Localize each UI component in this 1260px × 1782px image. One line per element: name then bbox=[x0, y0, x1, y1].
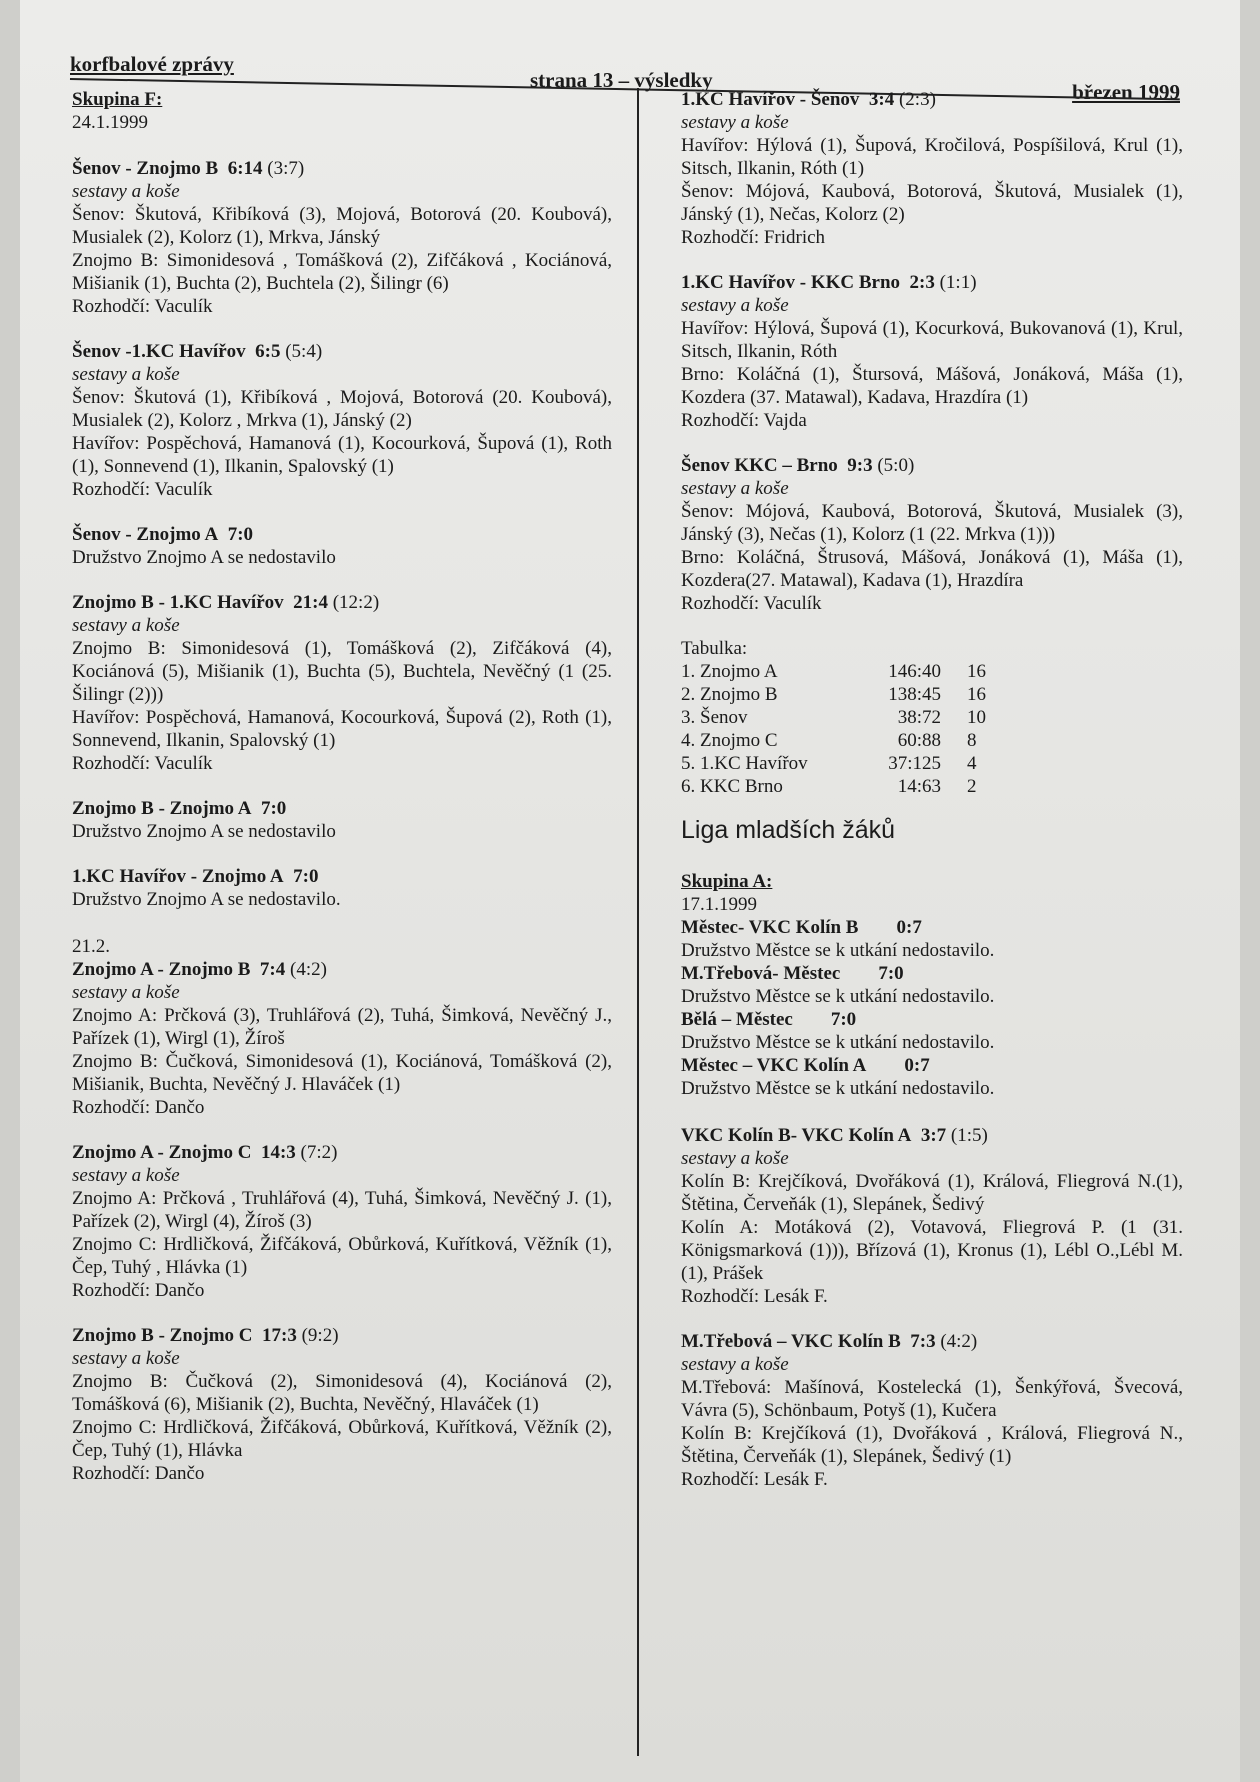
match-report bbox=[681, 1124, 1183, 1308]
lineup-line: Rozhodčí: Vaculík bbox=[72, 479, 213, 500]
match-teams: Městec- VKC Kolín B bbox=[681, 917, 859, 938]
match-title bbox=[681, 1124, 1183, 1147]
match-report bbox=[681, 454, 1183, 615]
match-subtitle: sestavy a koše bbox=[681, 112, 789, 133]
match-title bbox=[681, 1330, 1183, 1353]
forfeit-title bbox=[681, 1054, 1183, 1077]
standings-team: 4. Znojmo C bbox=[681, 730, 778, 751]
standings-points: 2 bbox=[967, 776, 977, 797]
lineup-line: Šenov: Mójová, Kaubová, Botorová, Škutová, Musialek (3), Jánský (3), Nečas (1), Kolorz (1 (22. Mrkva (1))) bbox=[681, 501, 1183, 545]
match-teams: 1.KC Havířov - KKC Brno bbox=[681, 272, 901, 293]
match-score: 7:4 bbox=[259, 959, 286, 980]
match-score: 7:3 bbox=[910, 1331, 936, 1352]
match-score: 7:0 bbox=[830, 1009, 857, 1030]
standings-team: 1. Znojmo A bbox=[681, 661, 778, 682]
forfeit-note: Družstvo Městce se k utkání nedostavilo. bbox=[681, 940, 995, 961]
lineup-line: Havířov: Pospěchová, Hamanová, Kocourková, Šupová (2), Roth (1), Sonnevend, Ilkanin, Spalovský (1) bbox=[72, 707, 612, 751]
match-title bbox=[72, 865, 612, 888]
standings-score: 14:63 bbox=[897, 776, 941, 797]
group-title: Skupina F: bbox=[72, 89, 163, 110]
lineup-line: Znojmo B: Čučková, Simonidesová (1), Kociánová, Tomášková (2), Mišianik, Buchta, Nevěčný J. Hlaváček (1) bbox=[72, 1051, 612, 1095]
lineup-line: Brno: Koláčná (1), Štursová, Mášová, Jonáková, Máša (1), Kozdera (37. Matawal), Kadava, Hrazdíra (1) bbox=[681, 364, 1183, 408]
halftime-score: (3:7) bbox=[267, 158, 305, 179]
lineup-line: Rozhodčí: Vaculík bbox=[72, 753, 213, 774]
halftime-score: (1:1) bbox=[939, 272, 977, 293]
match-title bbox=[72, 157, 612, 180]
standings-score: 38:72 bbox=[897, 707, 941, 728]
halftime-score: (2:3) bbox=[898, 89, 936, 110]
lineup-line: Šenov: Škutová (1), Křibíková , Mojová, Botorová (20. Koubová), Musialek (2), Kolorz , Mrkva (1), Jánský (2) bbox=[72, 387, 612, 431]
match-report bbox=[72, 591, 612, 775]
match-subtitle: sestavy a koše bbox=[72, 615, 180, 636]
standings-points: 8 bbox=[967, 730, 977, 751]
match-report bbox=[72, 1141, 612, 1302]
lineup-line: Havířov: Pospěchová, Hamanová (1), Kocourková, Šupová (1), Roth (1), Sonnevend (1), Ilkanin, Spalovský (1) bbox=[72, 433, 612, 477]
match-subtitle: sestavy a koše bbox=[72, 1165, 180, 1186]
match-subtitle: sestavy a koše bbox=[681, 295, 789, 316]
match-score: 9:3 bbox=[847, 455, 873, 476]
forfeit-title bbox=[681, 962, 1183, 985]
match-score: 0:7 bbox=[896, 917, 922, 938]
match-score: 7:0 bbox=[260, 798, 287, 819]
standings-row bbox=[681, 683, 997, 706]
match-teams: M.Třebová- Městec bbox=[681, 963, 841, 984]
standings-points: 16 bbox=[967, 684, 986, 705]
standings-row bbox=[681, 775, 997, 798]
lineup-line: Rozhodčí: Vaculík bbox=[681, 593, 822, 614]
lineup-line: Rozhodčí: Dančo bbox=[72, 1463, 205, 1484]
match-teams: VKC Kolín B- VKC Kolín A bbox=[681, 1125, 912, 1146]
standings-score: 37:125 bbox=[888, 753, 941, 774]
standings-points: 4 bbox=[967, 753, 977, 774]
halftime-score: (4:2) bbox=[290, 959, 327, 980]
lineup-line: Rozhodčí: Lesák F. bbox=[681, 1469, 828, 1490]
halftime-score: (7:2) bbox=[300, 1142, 338, 1163]
lineup-line: Havířov: Hýlová, Šupová (1), Kocurková, Bukovanová (1), Krul, Sitsch, Ilkanin, Róth bbox=[681, 318, 1183, 362]
match-score: 7:0 bbox=[227, 524, 254, 545]
lineup-line: Šenov: Mójová, Kaubová, Botorová, Škutová, Musialek (1), Jánský (1), Nečas, Kolorz (2) bbox=[681, 181, 1183, 225]
match-title bbox=[72, 1324, 612, 1347]
group-title: Skupina A: bbox=[681, 871, 773, 892]
lineup-line: Družstvo Znojmo A se nedostavilo bbox=[72, 821, 336, 842]
match-title bbox=[681, 271, 1183, 294]
match-teams: Znojmo B - Znojmo A bbox=[72, 798, 252, 819]
lineup-line: Kolín A: Motáková (2), Votavová, Fliegrová P. (1 (31. Königsmarková (1))), Břízová (1), Kronus (1), Lébl O.,Lébl M.(1), Prášek bbox=[681, 1217, 1183, 1284]
match-teams: M.Třebová – VKC Kolín B bbox=[681, 1331, 901, 1352]
forfeit-title bbox=[681, 916, 1183, 939]
standings-score: 146:40 bbox=[888, 661, 941, 682]
match-subtitle: sestavy a koše bbox=[72, 181, 180, 202]
match-title bbox=[72, 797, 612, 820]
column-divider bbox=[637, 88, 639, 1756]
forfeit-list bbox=[681, 916, 1183, 1100]
halftime-score: (1:5) bbox=[950, 1125, 988, 1146]
forfeit-note: Družstvo Městce se k utkání nedostavilo. bbox=[681, 1078, 995, 1099]
right-column bbox=[681, 88, 1183, 1513]
lineup-line: Znojmo C: Hrdličková, Žifčáková, Obůrková, Kuřítková, Věžník (2), Čep, Tuhý (1), Hlávka bbox=[72, 1417, 612, 1461]
match-teams: 1.KC Havířov - Šenov bbox=[681, 89, 860, 110]
match-report bbox=[72, 865, 612, 911]
match-score: 17:3 bbox=[262, 1325, 297, 1346]
lineup-line: Znojmo C: Hrdličková, Žifčáková, Obůrková, Kuřítková, Věžník (1), Čep, Tuhý , Hlávka (1) bbox=[72, 1234, 612, 1278]
match-subtitle: sestavy a koše bbox=[72, 364, 180, 385]
match-title bbox=[72, 958, 612, 981]
lineup-line: Znojmo B: Čučková (2), Simonidesová (4), Kociánová (2), Tomášková (6), Mišianik (2), Buchta, Nevěčný, Hlaváček (1) bbox=[72, 1371, 612, 1415]
lineup-line: Šenov: Škutová, Křibíková (3), Mojová, Botorová (20. Koubová), Musialek (2), Kolorz (1), Mrkva, Jánský bbox=[72, 204, 612, 248]
lineup-line: M.Třebová: Mašínová, Kostelecká (1), Šenkýřová, Švecová, Vávra (5), Schönbaum, Potyš (1), Kučera bbox=[681, 1377, 1183, 1421]
page-number: strana 13 – výsledky bbox=[530, 68, 713, 92]
lineup-line: Rozhodčí: Lesák F. bbox=[681, 1286, 828, 1307]
match-date: 21.2. bbox=[72, 936, 110, 957]
match-score: 0:7 bbox=[904, 1055, 930, 1076]
match-subtitle: sestavy a koše bbox=[72, 982, 180, 1003]
lineup-line: Znojmo A: Prčková , Truhlářová (4), Tuhá, Šimková, Nevěčný J. (1), Pařízek (2), Wirgl (4), Žíroš (3) bbox=[72, 1188, 612, 1232]
issue-date: březen 1999 bbox=[1072, 80, 1180, 104]
league-title: Liga mladších žáků bbox=[681, 816, 896, 844]
match-report bbox=[72, 958, 612, 1119]
match-score: 7:0 bbox=[293, 866, 319, 887]
match-report bbox=[681, 271, 1183, 432]
match-teams: Znojmo A - Znojmo C bbox=[72, 1142, 252, 1163]
halftime-score: (12:2) bbox=[332, 592, 380, 613]
match-subtitle: sestavy a koše bbox=[72, 1348, 180, 1369]
halftime-score: (9:2) bbox=[301, 1325, 339, 1346]
match-report bbox=[681, 1330, 1183, 1491]
lineup-line: Znojmo B: Simonidesová (1), Tomášková (2), Zifčáková (4), Kociánová (5), Mišianik (1), Buchta (5), Buchtela, Nevěčný (1 (25. Šilingr (2))) bbox=[72, 638, 612, 705]
match-teams: Šenov - Znojmo B bbox=[72, 158, 219, 179]
match-report bbox=[72, 340, 612, 501]
match-date: 17.1.1999 bbox=[681, 894, 757, 915]
forfeit-note: Družstvo Městce se k utkání nedostavilo. bbox=[681, 1032, 995, 1053]
match-report bbox=[72, 523, 612, 569]
match-title bbox=[72, 523, 612, 546]
standings-team: 6. KKC Brno bbox=[681, 776, 783, 797]
standings-row bbox=[681, 729, 997, 752]
match-subtitle: sestavy a koše bbox=[681, 1148, 789, 1169]
standings-points: 16 bbox=[967, 661, 986, 682]
match-score: 21:4 bbox=[293, 592, 328, 613]
match-title bbox=[72, 591, 612, 614]
lineup-line: Kolín B: Krejčíková, Dvořáková (1), Králová, Fliegrová N.(1), Štětina, Červeňák (1), Slepánek, Šedivý bbox=[681, 1171, 1183, 1215]
halftime-score: (4:2) bbox=[940, 1331, 978, 1352]
match-list bbox=[681, 88, 1183, 615]
lineup-line: Rozhodčí: Dančo bbox=[72, 1280, 205, 1301]
match-title bbox=[72, 1141, 612, 1164]
forfeit-title bbox=[681, 1008, 1183, 1031]
match-report bbox=[72, 1324, 612, 1485]
standings-label: Tabulka: bbox=[681, 638, 748, 659]
match-date: 24.1.1999 bbox=[72, 112, 148, 133]
match-teams: Šenov - Znojmo A bbox=[72, 524, 219, 545]
match-score: 2:3 bbox=[909, 272, 935, 293]
match-report bbox=[72, 157, 612, 318]
standings-table bbox=[681, 660, 997, 798]
standings-score: 138:45 bbox=[888, 684, 941, 705]
match-teams: Šenov -1.KC Havířov bbox=[72, 341, 246, 362]
lineup-line: Družstvo Znojmo A se nedostavilo. bbox=[72, 889, 341, 910]
match-list bbox=[72, 958, 612, 1485]
lineup-line: Brno: Koláčná, Štrusová, Mášová, Jonáková (1), Máša (1), Kozdera(27. Matawal), Kadava (1), Hrazdíra bbox=[681, 547, 1183, 591]
forfeit-note: Družstvo Městce se k utkání nedostavilo. bbox=[681, 986, 995, 1007]
standings-team: 3. Šenov bbox=[681, 707, 748, 728]
standings-points: 10 bbox=[967, 707, 986, 728]
match-title bbox=[681, 88, 1183, 111]
lineup-line: Rozhodčí: Fridrich bbox=[681, 227, 826, 248]
lineup-line: Rozhodčí: Vajda bbox=[681, 410, 807, 431]
lineup-line: Rozhodčí: Vaculík bbox=[72, 296, 213, 317]
match-teams: Městec – VKC Kolín A bbox=[681, 1055, 867, 1076]
lineup-line: Znojmo B: Simonidesová , Tomášková (2), Zifčáková , Kociánová, Mišianik (1), Buchta (2), Buchtela (2), Šilingr (6) bbox=[72, 250, 612, 294]
match-score: 7:0 bbox=[878, 963, 904, 984]
lineup-line: Rozhodčí: Dančo bbox=[72, 1097, 205, 1118]
lineup-line: Kolín B: Krejčíková (1), Dvořáková , Králová, Fliegrová N., Štětina, Červeňák (1), Slepánek, Šedivý (1) bbox=[681, 1423, 1183, 1467]
match-teams: 1.KC Havířov - Znojmo A bbox=[72, 866, 284, 887]
match-list bbox=[72, 157, 612, 911]
match-report bbox=[681, 88, 1183, 249]
lineup-line: Znojmo A: Prčková (3), Truhlářová (2), Tuhá, Šimková, Nevěčný J., Pařízek (1), Wirgl (1), Žíroš bbox=[72, 1005, 612, 1049]
match-teams: Znojmo B - Znojmo C bbox=[72, 1325, 253, 1346]
left-column bbox=[72, 88, 612, 1507]
standings-team: 5. 1.KC Havířov bbox=[681, 753, 808, 774]
match-score: 3:7 bbox=[920, 1125, 947, 1146]
match-teams: Znojmo A - Znojmo B bbox=[72, 959, 251, 980]
match-title bbox=[72, 340, 612, 363]
standings-row bbox=[681, 752, 997, 775]
match-list bbox=[681, 1124, 1183, 1491]
standings-row bbox=[681, 660, 997, 683]
standings-score: 60:88 bbox=[897, 730, 941, 751]
match-score: 6:14 bbox=[227, 158, 263, 179]
match-teams: Bělá – Městec bbox=[681, 1009, 793, 1030]
match-subtitle: sestavy a koše bbox=[681, 478, 789, 499]
match-report bbox=[72, 797, 612, 843]
match-score: 14:3 bbox=[260, 1142, 296, 1163]
match-teams: Šenov KKC – Brno bbox=[681, 455, 838, 476]
match-teams: Znojmo B - 1.KC Havířov bbox=[72, 592, 284, 613]
standings-row bbox=[681, 706, 997, 729]
match-score: 3:4 bbox=[868, 89, 895, 110]
halftime-score: (5:0) bbox=[877, 455, 915, 476]
match-title bbox=[681, 454, 1183, 477]
halftime-score: (5:4) bbox=[285, 341, 323, 362]
match-subtitle: sestavy a koše bbox=[681, 1354, 789, 1375]
lineup-line: Družstvo Znojmo A se nedostavilo bbox=[72, 547, 336, 568]
standings-team: 2. Znojmo B bbox=[681, 684, 778, 705]
lineup-line: Havířov: Hýlová (1), Šupová, Kročilová, Pospíšilová, Krul (1), Sitsch, Ilkanin, Róth (1) bbox=[681, 135, 1183, 179]
newsletter-name: korfbalové zprávy bbox=[70, 52, 234, 76]
match-score: 6:5 bbox=[255, 341, 281, 362]
